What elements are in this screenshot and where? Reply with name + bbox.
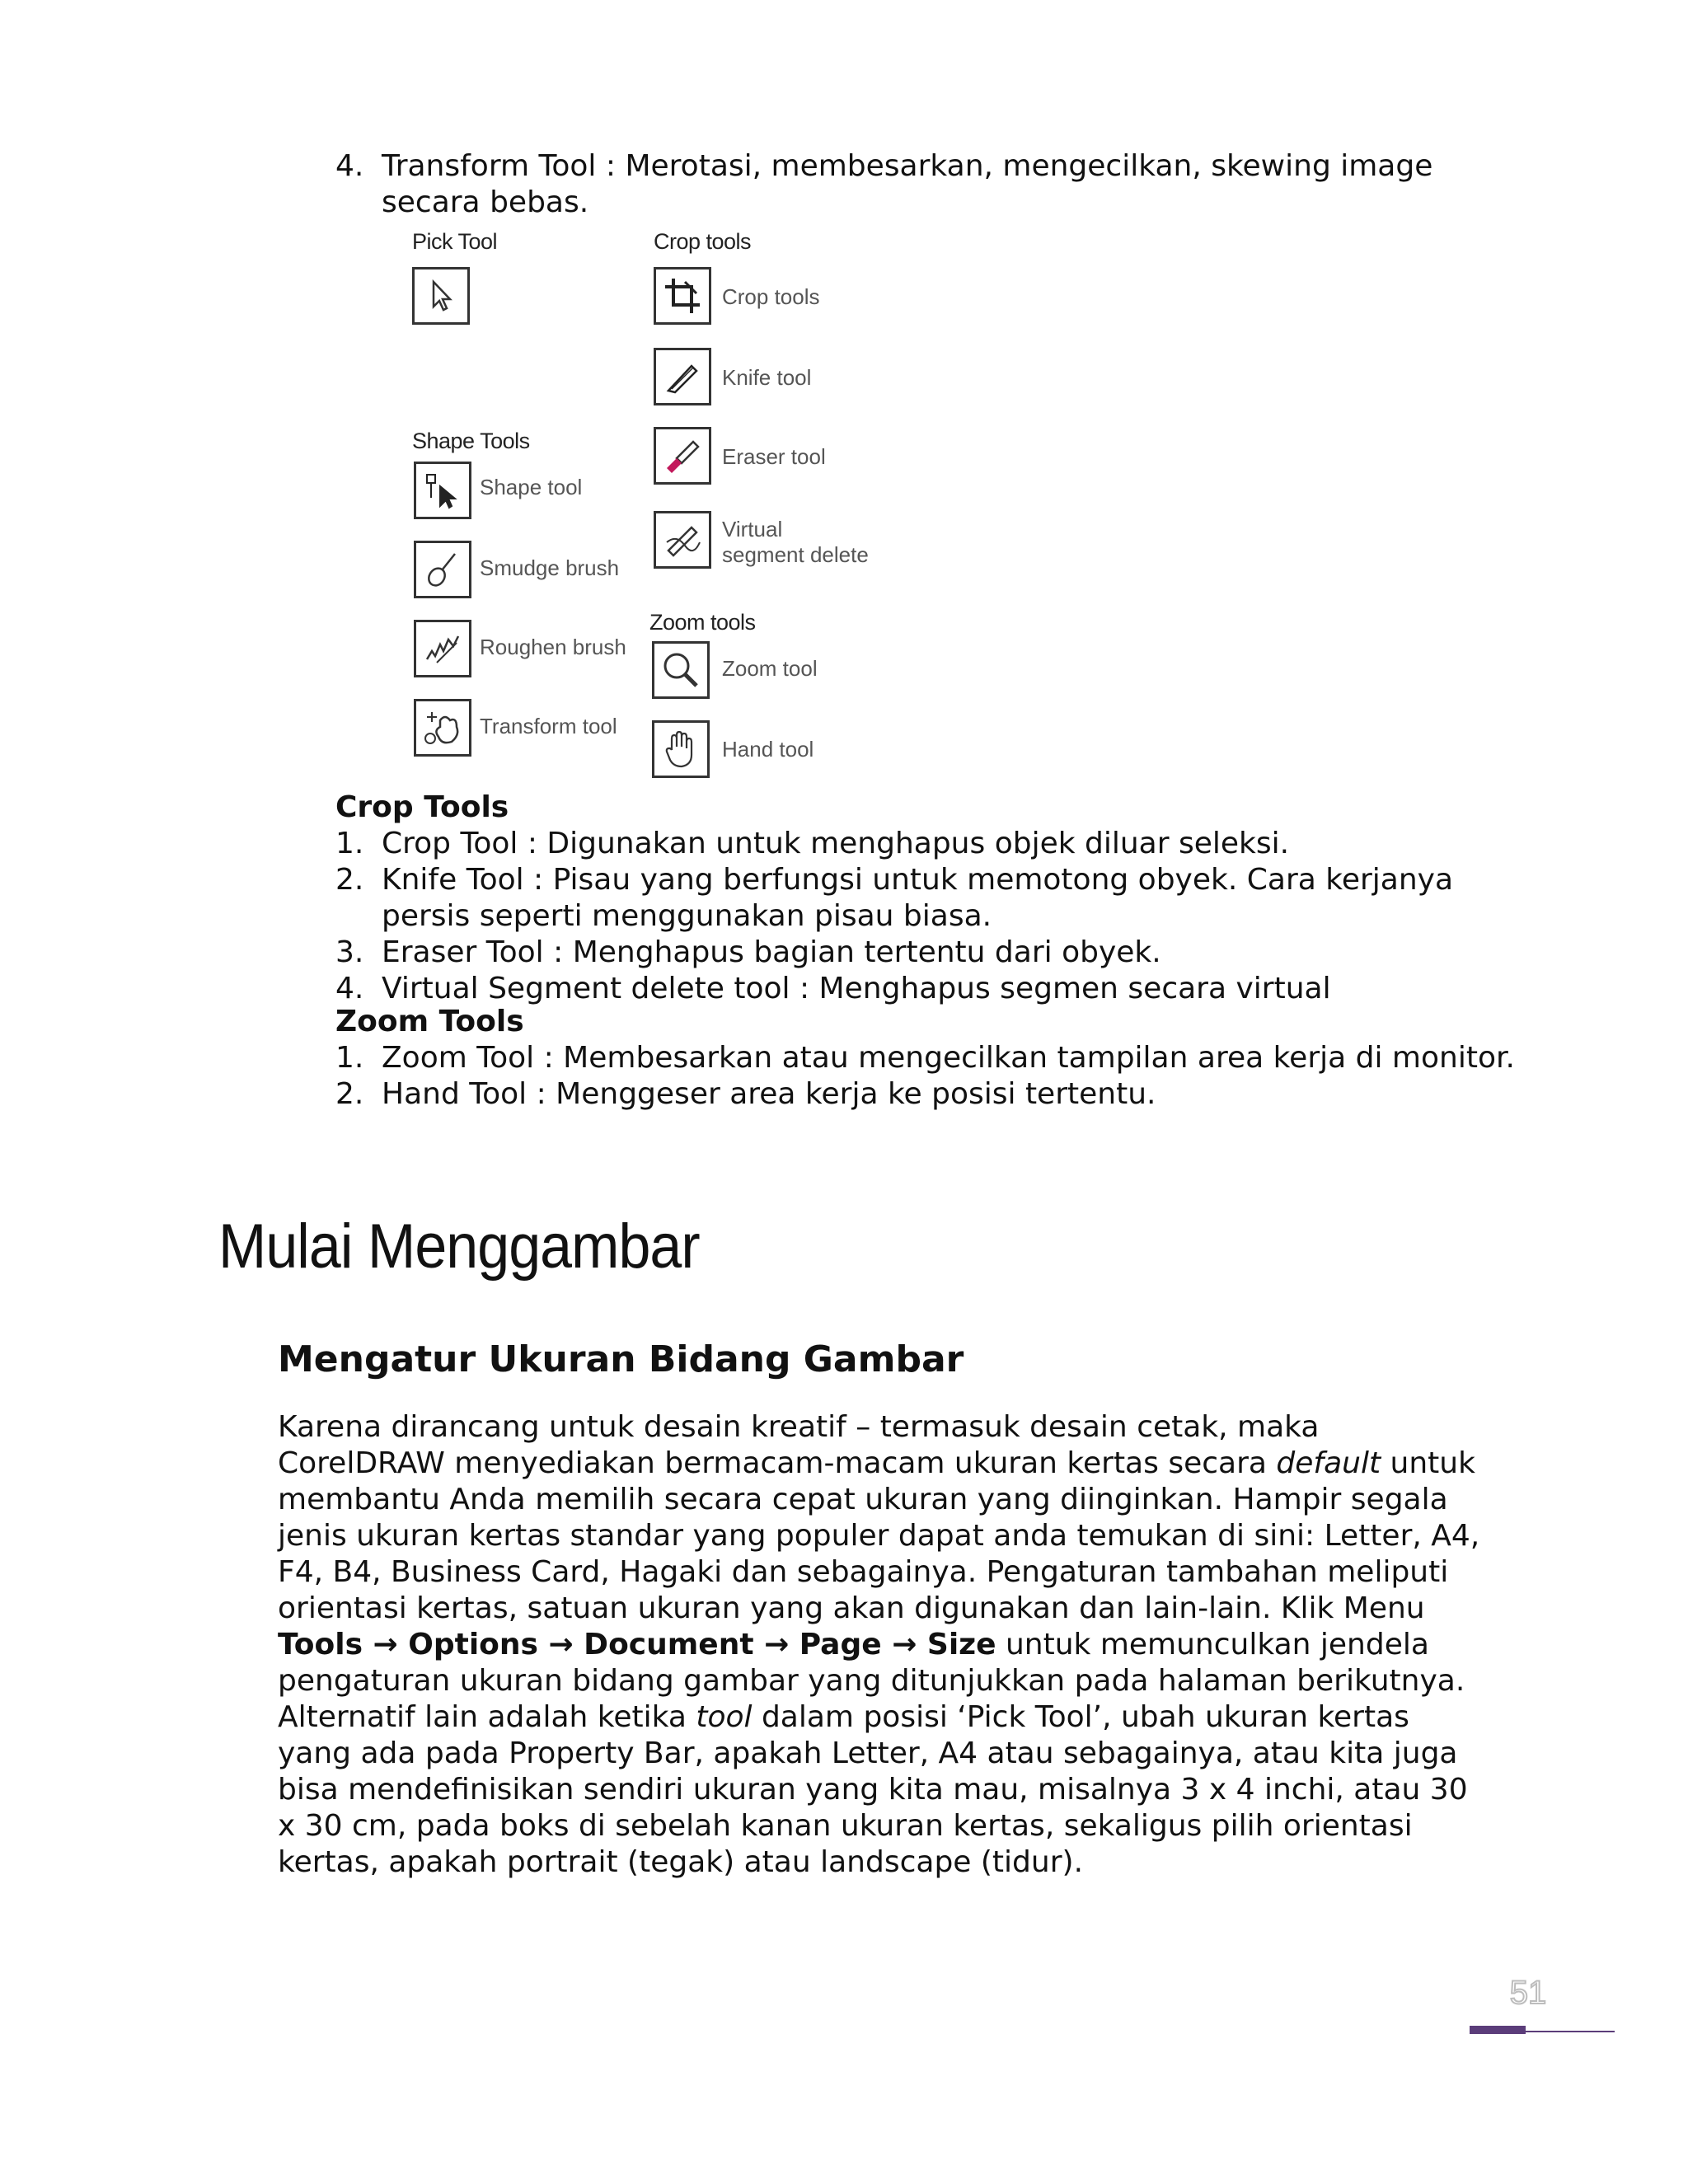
page-number [1505,1974,1551,2010]
smudge-brush-icon [420,547,465,592]
arrow-pointer-icon [419,274,463,318]
paragraph [278,1409,1481,1699]
roughen-brush-icon [420,626,465,671]
list-line: Hand Tool : Menggeser area kerja ke posisi tertentu. [382,1077,1156,1111]
list-line: Transform Tool : Merotasi, membesarkan, mengecilkan, skewing image [382,149,1433,183]
magnifier-icon [659,648,703,692]
virtual-segment-delete-icon [660,518,705,562]
paragraph-text: untuk membantu Anda memilih secara cepat ukuran yang diinginkan. Hampir segala jenis ukuran kertas standar yang populer dapat anda temukan di sini: Letter, A4, F4, B4, Business Card, Hagaki dan sebagainya. Pengaturan tambahan meliputi orientasi kertas, satuan ukuran yang akan digunakan dan lain-lain. Klik Menu [278,1446,1480,1625]
hand-tool-label: Hand tool [722,737,814,762]
zoom-tool-label: Zoom tool [722,656,818,681]
roughen-brush-button [414,620,471,677]
list-line: Knife Tool : Pisau yang berfungsi untuk memotong obyek. Cara kerjanya [382,863,1454,897]
subsection-title: Mengatur Ukuran Bidang Gambar [278,1338,964,1380]
zoom-tools-title: Zoom tools [649,610,756,635]
smudge-brush-button [414,541,471,598]
shape-tool-icon [420,468,465,513]
paragraph-italic: tool [696,1700,753,1734]
section-title: Mulai Menggambar [218,1212,700,1282]
list-line: Crop Tool : Digunakan untuk menghapus objek diluar seleksi. [382,827,1290,860]
list-line: Zoom Tool : Membesarkan atau mengecilkan tampilan area kerja di monitor. [382,1041,1515,1075]
footer-rule [1526,2031,1615,2032]
page-number-text: 51 [1509,1975,1547,2010]
list-number: 3. [335,935,364,969]
list-number: 2. [335,863,364,897]
menu-path: Tools → Options → Document → Page → Size [278,1628,996,1661]
virtual-segment-label-line2: segment delete [722,542,869,567]
crop-tool-button [654,267,711,325]
roughen-brush-label: Roughen brush [480,635,626,659]
transform-tool-list [335,148,1432,221]
paragraph-text: Alternatif lain adalah ketika [278,1700,696,1734]
list-number: 4. [335,972,364,1005]
transform-tool-icon [420,705,465,750]
smudge-brush-label: Smudge brush [480,555,620,580]
paragraph-text: dalam posisi ‘Pick Tool’, ubah ukuran kertas yang ada pada Property Bar, apakah Letter, A4 atau sebagainya, atau kita juga bisa mendefinisikan sendiri ukuran yang kita mau, misalnya 3 x 4 inchi, atau 30 x 30 cm, pada boks di sebelah kanan ukuran kertas, sekaligus pilih orientasi kertas, apakah portrait (tegak) atau landscape (tidur). [278,1700,1468,1879]
crop-tool-label: Crop tools [722,284,820,309]
list-item [335,971,1453,1007]
pick-tool-button [412,267,470,325]
hand-icon [659,727,703,771]
paragraph-text: untuk memunculkan jendela pengaturan ukuran bidang gambar yang ditunjukkan pada halaman berikutnya. [278,1628,1465,1698]
knife-tool-button [654,348,711,405]
paragraph-italic: default [1276,1446,1381,1480]
zoom-tools-list [335,1040,1515,1113]
crop-icon [660,274,705,318]
list-item [335,826,1453,862]
list-number: 2. [335,1077,364,1111]
list-item [335,1040,1515,1076]
transform-tool-button [414,699,471,757]
list-item [335,1076,1515,1113]
paragraph-text: Karena dirancang untuk desain kreatif – termasuk desain cetak, maka CorelDRAW menyediakan bermacam-macam ukuran kertas secara [278,1410,1320,1480]
eraser-icon [660,434,705,478]
crop-tools-title: Crop tools [654,229,752,254]
zoom-tools-heading: Zoom Tools [335,1005,524,1038]
hand-tool-button [652,720,710,778]
list-item [335,935,1453,971]
list-item [335,148,1432,221]
shape-tool-label: Shape tool [480,475,583,499]
knife-icon [660,354,705,399]
pick-tool-title: Pick Tool [412,229,498,254]
virtual-segment-delete-button [654,511,711,569]
zoom-tool-button [652,641,710,699]
transform-tool-label: Transform tool [480,714,617,738]
list-number: 1. [335,827,364,860]
list-item [335,862,1453,935]
list-number: 4. [335,149,364,183]
knife-tool-label: Knife tool [722,365,812,390]
coreldraw-tools-figure [404,223,890,791]
eraser-tool-button [654,427,711,485]
shape-tools-title: Shape Tools [412,429,530,453]
crop-tools-heading: Crop Tools [335,790,509,824]
shape-tool-button [414,462,471,519]
list-line: secara bebas. [382,185,589,219]
virtual-segment-label-line1: Virtual [722,517,783,541]
list-line: Virtual Segment delete tool : Menghapus segmen secara virtual [382,972,1331,1005]
eraser-tool-label: Eraser tool [722,444,826,469]
footer-accent-bar [1470,2026,1526,2034]
list-number: 1. [335,1041,364,1075]
list-line: persis seperti menggunakan pisau biasa. [382,899,992,933]
crop-tools-list [335,826,1453,1007]
list-line: Eraser Tool : Menghapus bagian tertentu dari obyek. [382,935,1161,969]
paragraph [278,1699,1481,1881]
